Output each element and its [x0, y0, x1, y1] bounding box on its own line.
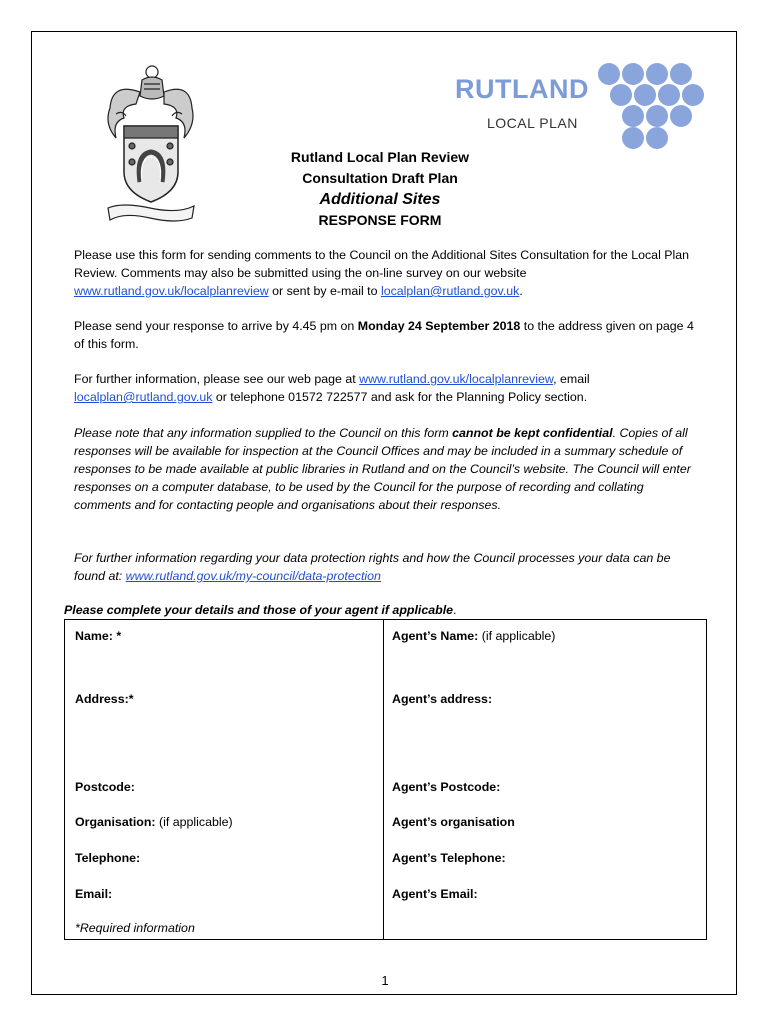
intro-paragraph-1	[74, 246, 699, 300]
title-line-1: Rutland Local Plan Review	[290, 149, 470, 165]
address-label: Address:*	[75, 692, 134, 706]
p1-text-c: .	[519, 284, 523, 298]
title-line-3: Additional Sites	[319, 191, 441, 208]
p1-text-a: Please use this form for sending comments to the Council on the Additional Sites Consultation for the Local Plan Review. Comments may also be submitted using the on-line survey on our website	[74, 248, 690, 280]
p3-text-a: For further information, please see our web page at	[74, 372, 360, 386]
details-form-table	[64, 619, 707, 940]
agent-organisation-label: Agent’s organisation	[392, 815, 515, 829]
coat-of-arms-icon	[102, 62, 198, 226]
p1-text-b: or sent by e-mail to	[268, 284, 381, 298]
postcode-label: Postcode:	[75, 780, 135, 794]
intro-paragraph-2	[74, 317, 699, 353]
deadline-date: Monday 24 September 2018	[357, 319, 521, 333]
title-line-4: RESPONSE FORM	[318, 212, 442, 228]
name-label: Name: *	[75, 629, 122, 643]
localplanreview-link-2[interactable]: www.rutland.gov.uk/localplanreview	[359, 372, 554, 386]
agent-email-label: Agent’s Email:	[392, 887, 478, 901]
intro-paragraph-3	[74, 370, 699, 406]
p2-text-b: to the address given on page 4 of this form.	[74, 319, 694, 351]
name-field[interactable]	[75, 629, 121, 643]
localplan-email-link[interactable]: localplan@rutland.gov.uk	[380, 284, 520, 298]
organisation-field[interactable]	[75, 815, 233, 829]
address-field[interactable]	[75, 692, 134, 706]
telephone-label: Telephone:	[75, 851, 141, 865]
agent-name-field[interactable]	[392, 629, 555, 643]
telephone-field[interactable]	[75, 851, 140, 865]
email-field[interactable]	[75, 887, 112, 901]
agent-address-label: Agent’s address:	[392, 692, 493, 706]
organisation-note: (if applicable)	[155, 815, 233, 829]
localplanreview-link[interactable]: www.rutland.gov.uk/localplanreview	[74, 284, 269, 298]
required-info-note: *Required information	[75, 921, 195, 935]
agent-postcode-label: Agent’s Postcode:	[392, 780, 501, 794]
p2-text-a: Please send your response to arrive by 4.45 pm on	[74, 319, 358, 333]
logo-subtitle: LOCAL PLAN	[487, 115, 578, 131]
p4-text-a: Please note that any information supplied to the Council on this form	[74, 426, 453, 440]
agent-name-label: Agent’s Name:	[392, 629, 479, 643]
agent-email-field[interactable]	[392, 887, 478, 901]
details-heading	[64, 603, 456, 617]
organisation-label: Organisation:	[75, 815, 156, 829]
page-number: 1	[381, 973, 389, 988]
agent-telephone-field[interactable]	[392, 851, 506, 865]
agent-name-note: (if applicable)	[478, 629, 556, 643]
confidentiality-notice	[74, 424, 699, 514]
p3-text-b: , email	[553, 372, 590, 386]
logo-title: RUTLAND	[455, 74, 589, 104]
localplan-email-link-2[interactable]: localplan@rutland.gov.uk	[74, 390, 213, 404]
column-divider	[383, 620, 384, 939]
agent-address-field[interactable]	[392, 692, 492, 706]
form-title-block	[200, 147, 560, 231]
agent-organisation-field[interactable]	[392, 815, 515, 829]
rutland-local-plan-logo	[448, 62, 714, 154]
postcode-field[interactable]	[75, 780, 135, 794]
title-line-2: Consultation Draft Plan	[302, 170, 458, 186]
not-confidential-text: cannot be kept confidential	[452, 426, 613, 440]
email-label: Email:	[75, 887, 113, 901]
p5-text-a: For further information regarding your data protection rights and how the Council processes your data can be found at:	[74, 551, 671, 583]
details-heading-text: Please complete your details and those of your agent if applicable	[64, 603, 454, 617]
p4-text-b: . Copies of all responses will be available for inspection at the Council Offices and may be included in a summary schedule of responses to be made available at public libraries in Rutland and on the Council’s website. The Council will enter responses on a computer database, to be used by the Council for the purpose of recording and collating comments and for contacting people and organisations about their responses.	[74, 426, 691, 512]
p3-text-c: or telephone 01572 722577 and ask for the Planning Policy section.	[212, 390, 588, 404]
details-heading-end: .	[453, 603, 457, 617]
agent-postcode-field[interactable]	[392, 780, 500, 794]
agent-telephone-label: Agent’s Telephone:	[392, 851, 506, 865]
data-protection-link[interactable]: www.rutland.gov.uk/my-council/data-protection	[125, 569, 381, 583]
data-protection-notice	[74, 549, 699, 585]
